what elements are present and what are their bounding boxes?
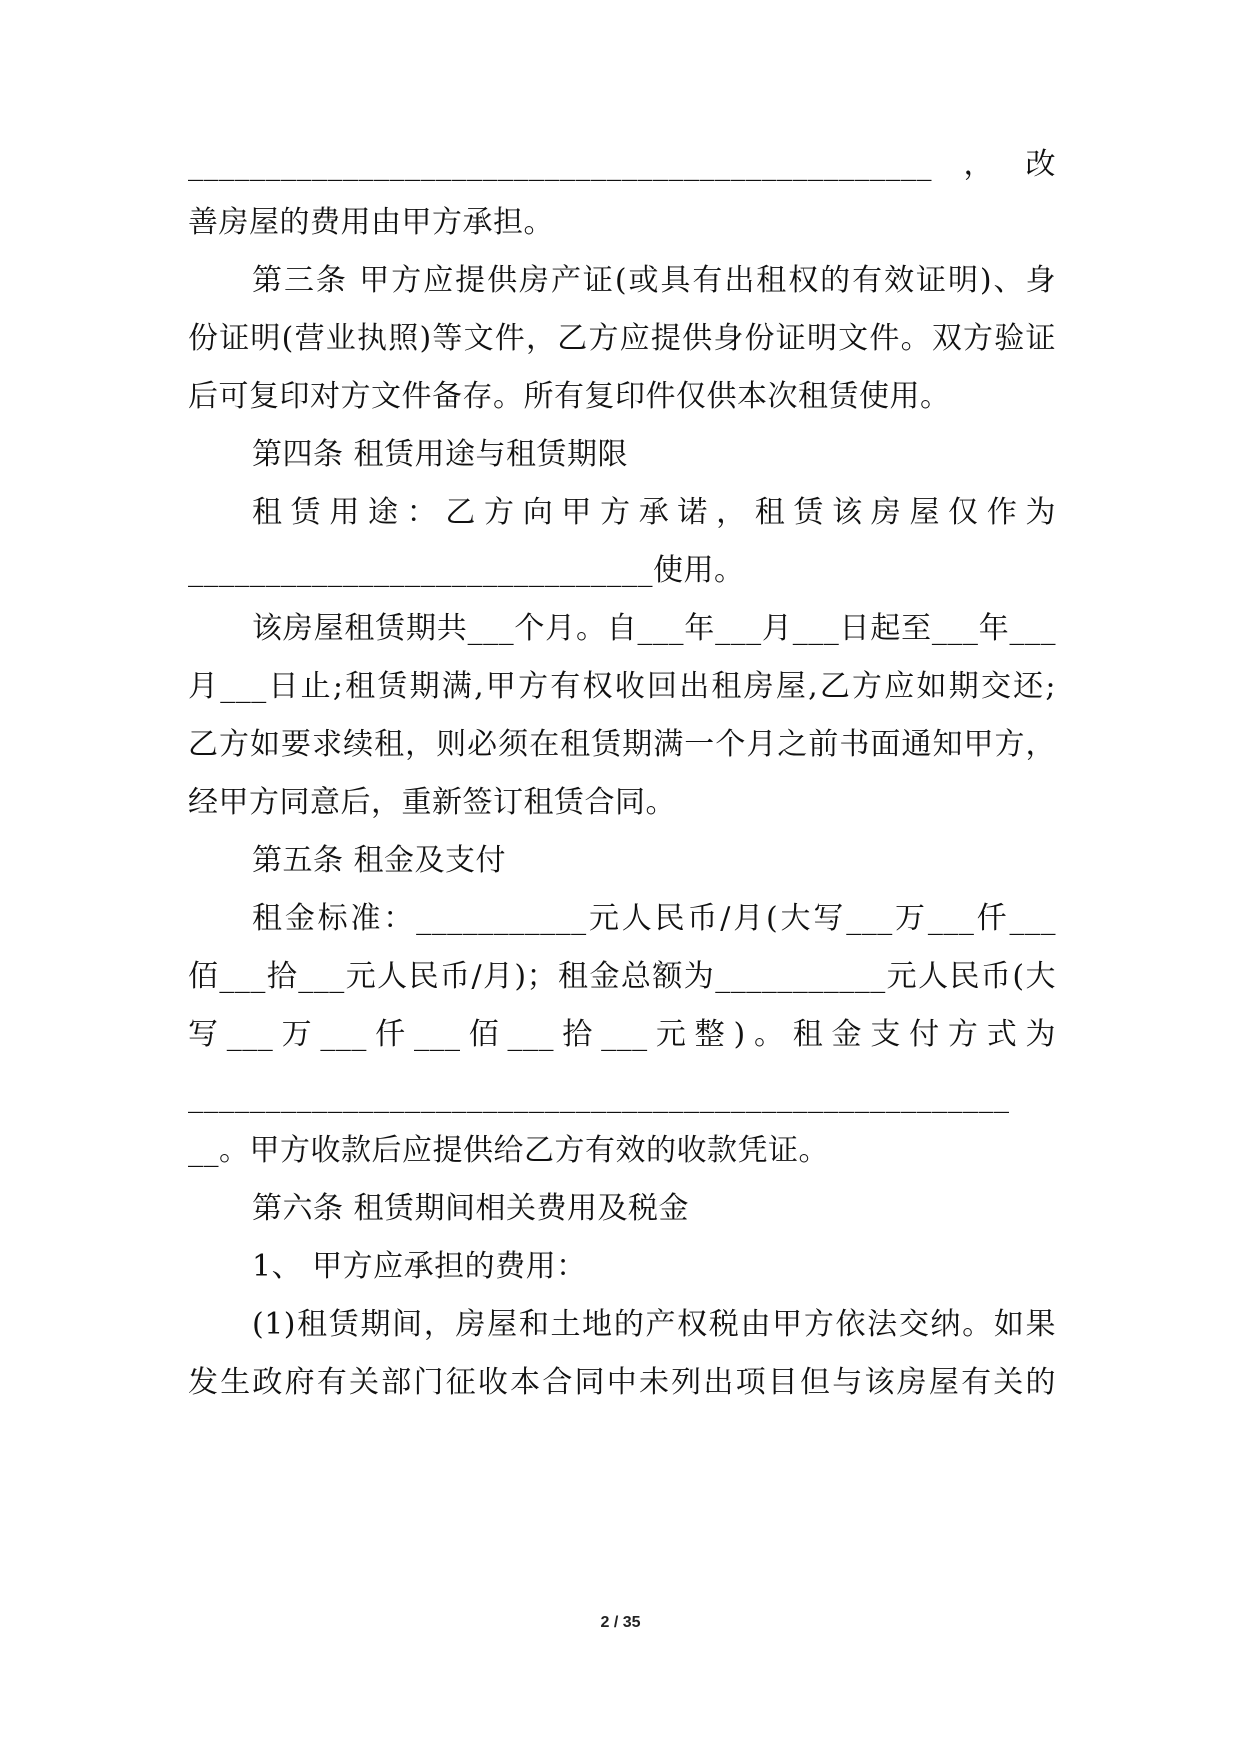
rent-line-4: _____________________________________________________ xyxy=(188,1079,1010,1114)
article-3-line-2: 份证明(营业执照)等文件，乙方应提供身份证明文件。双方验证 xyxy=(188,321,1056,356)
article-6-heading: 第六条 租赁期间相关费用及税金 xyxy=(252,1191,690,1226)
article-3-line-3: 后可复印对方文件备存。所有复印件仅供本次租赁使用。 xyxy=(188,379,951,414)
lease-purpose-line-1: 租赁用途：乙方向甲方承诺，租赁该房屋仅作为 xyxy=(252,495,1056,530)
lease-purpose-line-2: ______________________________使用。 xyxy=(188,553,745,588)
article-4-heading: 第四条 租赁用途与租赁期限 xyxy=(252,437,629,472)
rent-line-2: 佰___拾___元人民币/月)；租金总额为___________元人民币(大 xyxy=(188,959,1056,994)
lease-term-line-2: 月___日止;租赁期满,甲方有权收回出租房屋,乙方应如期交还; xyxy=(188,669,1056,704)
fees-clause-1-line-2: 发生政府有关部门征收本合同中未列出项目但与该房屋有关的 xyxy=(188,1365,1056,1400)
lease-term-line-4: 经甲方同意后，重新签订租赁合同。 xyxy=(188,785,676,820)
fees-item-1-heading: 1、 甲方应承担的费用： xyxy=(252,1249,587,1284)
rent-line-5: __。甲方收款后应提供给乙方有效的收款凭证。 xyxy=(188,1133,829,1168)
page-number: 2 / 35 xyxy=(600,1614,641,1631)
fees-clause-1-line-1: (1)租赁期间，房屋和土地的产权税由甲方依法交纳。如果 xyxy=(252,1307,1056,1342)
text-line-2: 善房屋的费用由甲方承担。 xyxy=(188,205,554,240)
text-line-1: ________________________________________________，改 xyxy=(188,147,1056,182)
rent-line-3: 写___万___仟___佰___拾___元整)。租金支付方式为 xyxy=(188,1017,1056,1052)
lease-term-line-1: 该房屋租赁期共___个月。自___年___月___日起至___年___ xyxy=(252,611,1056,646)
lease-term-line-3: 乙方如要求续租，则必须在租赁期满一个月之前书面通知甲方， xyxy=(188,727,1056,762)
rent-line-1: 租金标准：___________元人民币/月(大写___万___仟___ xyxy=(252,901,1056,936)
article-5-heading: 第五条 租金及支付 xyxy=(252,843,507,878)
article-3-line-1: 第三条 甲方应提供房产证(或具有出租权的有效证明)、身 xyxy=(252,263,1056,298)
